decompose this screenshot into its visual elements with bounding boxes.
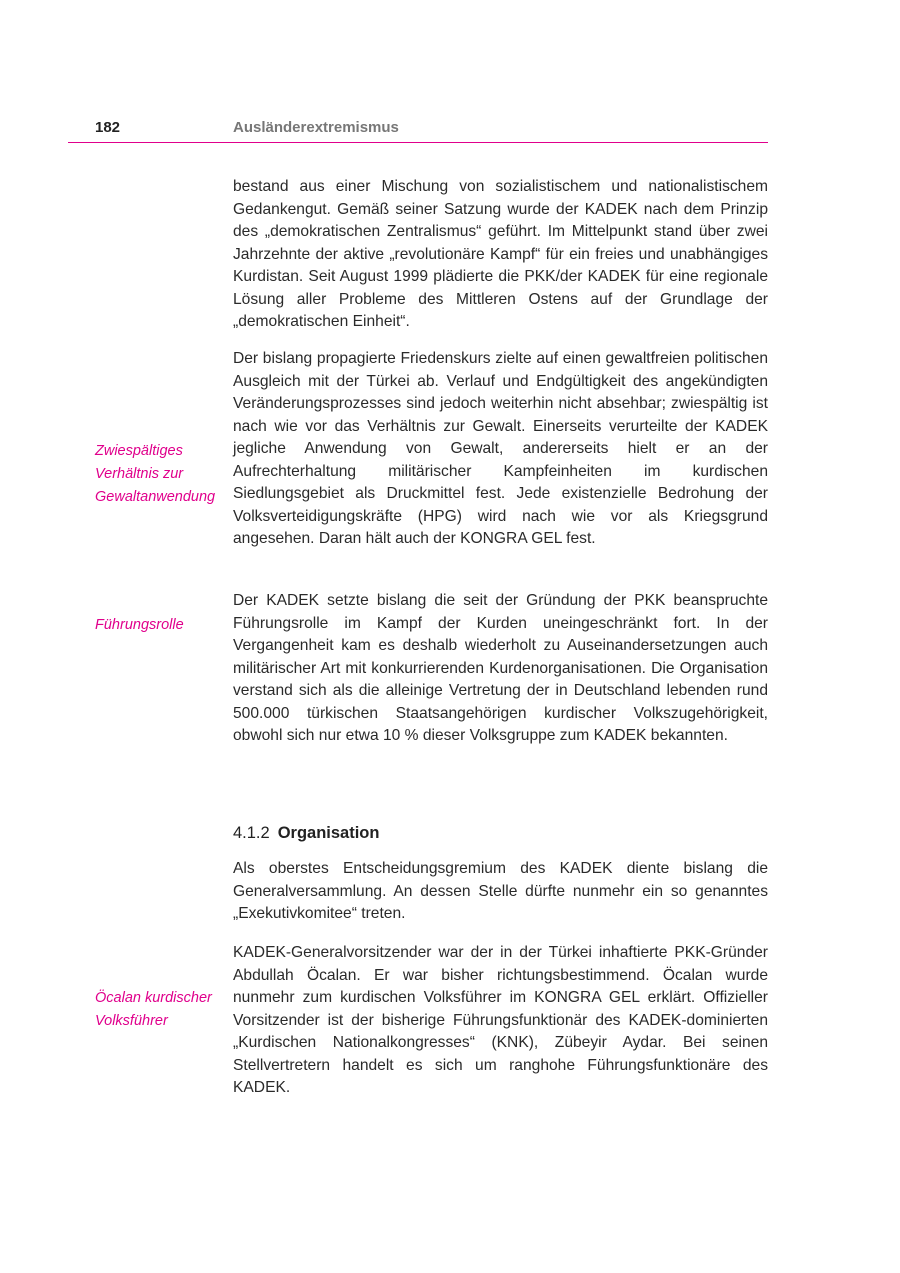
paragraph-1: bestand aus einer Mischung von sozialistischem und nationalistischem Gedankengut. Gemäß seiner Satzung wurde der KADEK nach dem Prinzip des „demokratischen Zentralismus“ geführt. Im Mittelpunkt stand über zwei Jahrzehnte der aktive „revolutionäre Kampf“ für ein freies und unabhängiges Kurdistan. Seit August 1999 plädierte die PKK/der KADEK für eine regionale Lösung aller Probleme des Mittleren Ostens auf der Grundlage der „demokratischen Einheit“. xyxy=(233,178,768,330)
section-title: Organisation xyxy=(277,824,380,842)
paragraph-4: Als oberstes Entscheidungsgremium des KADEK diente bislang die Generalversammlung. An dessen Stelle dürfte nunmehr ein so genanntes „Exekutivkomitee“ treten. xyxy=(233,860,768,922)
margin-note-line: Führungsrolle xyxy=(95,617,184,633)
paragraph-3: Der KADEK setzte bislang die seit der Gründung der PKK beanspruchte Führungsrolle im Kampf der Kurden uneingeschränkt fort. In der Vergangenheit kam es deshalb wiederholt zu Auseinandersetzungen auch militärischer Art mit konkurrierenden Kurdenorganisationen. Die Organisation verstand sich als die alleinige Vertretung der in Deutschland lebenden rund 500.000 türkischen Staatsangehörigen kurdischer Volkszugehörigkeit, obwohl sich nur etwa 10 % dieser Volksgruppe zum KADEK bekannten. xyxy=(233,592,768,744)
margin-note-line: Verhältnis zur xyxy=(95,466,184,482)
margin-note-line: Gewaltanwendung xyxy=(95,489,216,505)
section-heading xyxy=(233,824,379,843)
page-number: 182 xyxy=(95,119,121,136)
running-title: Ausländerextremismus xyxy=(233,119,399,136)
margin-note-fuehrung xyxy=(95,614,230,637)
margin-note-line: Zwiespältiges xyxy=(95,443,183,459)
page-header xyxy=(68,116,768,143)
paragraph-2: Der bislang propagierte Friedenskurs zielte auf einen gewaltfreien politischen Ausgleich mit der Türkei ab. Verlauf und Endgültigkeit des angekündigten Veränderungsprozesses sind jedoch weiterhin nicht absehbar; zwiespältig ist nach wie vor das Verhältnis zur Gewalt. Einerseits verurteilte der KADEK jegliche Anwendung von Gewalt, andererseits hielt er an der Aufrechterhaltung militärischer Kampfeinheiten im kurdischen Siedlungsgebiet als Druckmittel fest. Jede existenzielle Bedrohung der Volksverteidigungskräfte (HPG) wird nach wie vor als Kriegsgrund angesehen. Daran hält auch der KONGRA GEL fest. xyxy=(233,350,768,547)
margin-note-line: Volksführer xyxy=(95,1013,168,1029)
paragraph-5: KADEK-Generalvorsitzender war der in der Türkei inhaftierte PKK-Gründer Abdullah Öcalan. Er war bisher richtungsbestimmend. Öcalan wurde nunmehr zum kurdischen Volksführer im KONGRA GEL erklärt. Offizieller Vorsitzender ist der bisherige Führungsfunktionär des KADEK-dominierten „Kurdischen Nationalkongresses“ (KNK), Zübeyir Aydar. Bei seinen Stellvertretern handelt es sich um ranghohe Führungsfunktionäre des KADEK. xyxy=(233,944,768,1096)
margin-note-gewalt xyxy=(95,440,230,509)
margin-note-oecalan xyxy=(95,987,230,1033)
section-number: 4.1.2 xyxy=(233,824,270,842)
margin-note-line: Öcalan kurdischer xyxy=(95,990,212,1006)
